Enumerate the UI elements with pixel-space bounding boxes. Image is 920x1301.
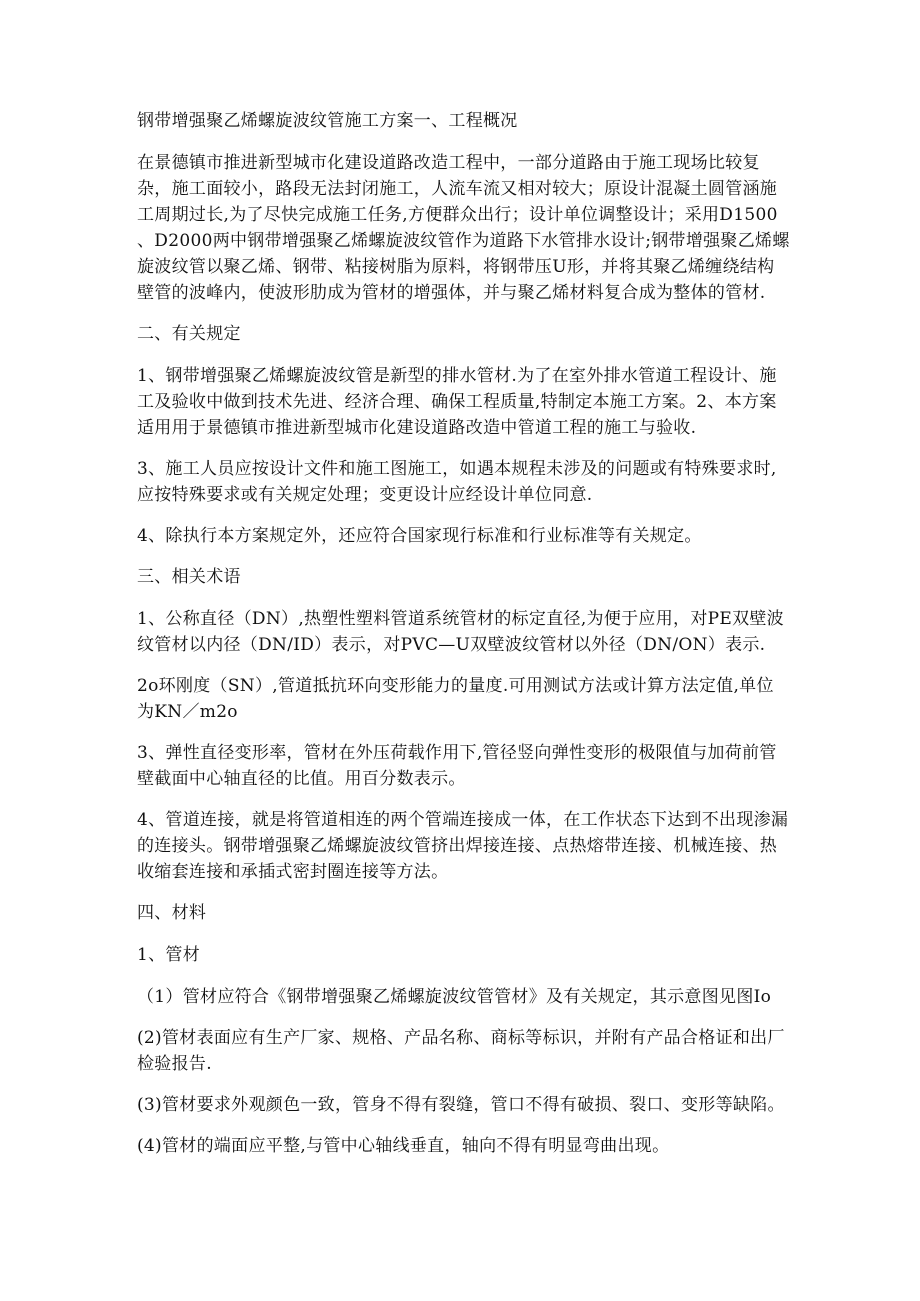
text-line: 在景德镇市推进新型城市化建设道路改造工程中，一部分道路由于施工现场比较复: [137, 153, 760, 173]
document-body: [137, 150, 790, 1159]
text-line: 4、管道连接，就是将管道相连的两个管端连接成一体，在工作状态下达到不出现渗漏: [137, 810, 789, 830]
paragraph: [137, 740, 777, 792]
text-line: 纹管材以内径（DN/ID）表示，对PVC—U双壁波纹管材以外径（DN/ON）表示.: [137, 635, 766, 655]
text-line: 、D2000两中钢带增强聚乙烯螺旋波纹管作为道路下水管排水设计;钢带增强聚乙烯螺: [137, 231, 790, 251]
text-line: 1、公称直径（DN）,热塑性塑料管道系统管材的标定直径,为便于应用，对PE双壁波: [137, 609, 784, 629]
paragraph: [137, 984, 777, 1010]
text-line: 壁管的波峰内，使波形肋成为管材的增强体，并与聚乙烯材料复合成为整体的管材.: [137, 283, 766, 303]
text-line: 应按特殊要求或有关规定处理；变更设计应经设计单位同意.: [137, 485, 593, 505]
text-line: 检验报告.: [137, 1054, 212, 1074]
section-heading: [137, 564, 777, 590]
text-line: 收缩套连接和承插式密封圈连接等方法。: [137, 862, 449, 882]
text-line: 为KN／m2o: [137, 702, 238, 722]
text-line: (3)管材要求外观颜色一致，管身不得有裂缝，管口不得有破损、裂口、变形等缺陷。: [137, 1095, 785, 1115]
text-line: 工周期过长,为了尽快完成施工任务,方便群众出行；设计单位调整设计；采用D1500: [137, 205, 778, 225]
paragraph: [137, 1092, 785, 1118]
text-line: 的连接头。钢带增强聚乙烯螺旋波纹管挤出焊接连接、点热熔带连接、机械连接、热: [137, 836, 778, 856]
paragraph: [137, 523, 777, 549]
text-line: 壁截面中心轴直径的比值。用百分数表示。: [137, 769, 466, 789]
text-line: 杂，施工面较小，路段无法封闭施工，人流车流又相对较大；原设计混凝土圆管涵施: [137, 179, 778, 199]
text-line: 适用用于景德镇市推进新型城市化建设道路改造中管道工程的施工与验收.: [137, 418, 697, 438]
text-line: 四、材料: [137, 903, 207, 923]
paragraph: [137, 150, 790, 306]
text-line: (2)管材表面应有生产厂家、规格、产品名称、商标等标识，并附有产品合格证和出厂: [137, 1028, 785, 1048]
paragraph: [137, 807, 789, 885]
section-heading: [137, 321, 777, 347]
text-line: 工及验收中做到技术先进、经济合理、确保工程质量,特制定本施工方案。2、本方案: [137, 392, 777, 412]
text-line: 3、弹性直径变形率，管材在外压荷载作用下,管径竖向弹性变形的极限值与加荷前管: [137, 743, 777, 763]
paragraph: [137, 673, 777, 725]
paragraph: [137, 1025, 785, 1077]
text-line: 旋波纹管以聚乙烯、钢带、粘接树脂为原料，将钢带压U形，并将其聚乙烯缠绕结构: [137, 257, 775, 277]
paragraph: [137, 456, 777, 508]
text-line: 1、钢带增强聚乙烯螺旋波纹管是新型的排水管材.为了在室外排水管道工程设计、施: [137, 366, 777, 386]
section-heading: [137, 942, 777, 968]
paragraph: [137, 606, 784, 658]
text-line: 4、除执行本方案规定外，还应符合国家现行标准和行业标准等有关规定。: [137, 526, 702, 546]
text-line: 二、有关规定: [137, 324, 241, 344]
text-line: (4)管材的端面应平整,与管中心轴线垂直，轴向不得有明显弯曲出现。: [137, 1136, 670, 1156]
text-line: 2o环刚度（SN）,管道抵抗环向变形能力的量度.可用测试方法或计算方法定值,单位: [137, 676, 774, 696]
text-line: 三、相关术语: [137, 567, 241, 587]
document-title: 钢带增强聚乙烯螺旋波纹管施工方案一、工程概况: [137, 111, 518, 131]
document-page: [137, 108, 790, 1174]
text-line: 1、管材: [137, 945, 201, 965]
text-line: 3、施工人员应按设计文件和施工图施工，如遇本规程未涉及的问题或有特殊要求时,: [137, 459, 777, 479]
paragraph: [137, 1133, 777, 1159]
paragraph: [137, 363, 777, 441]
section-heading: [137, 900, 777, 926]
text-line: （1）管材应符合《钢带增强聚乙烯螺旋波纹管管材》及有关规定，其示意图见图Io: [137, 987, 772, 1007]
